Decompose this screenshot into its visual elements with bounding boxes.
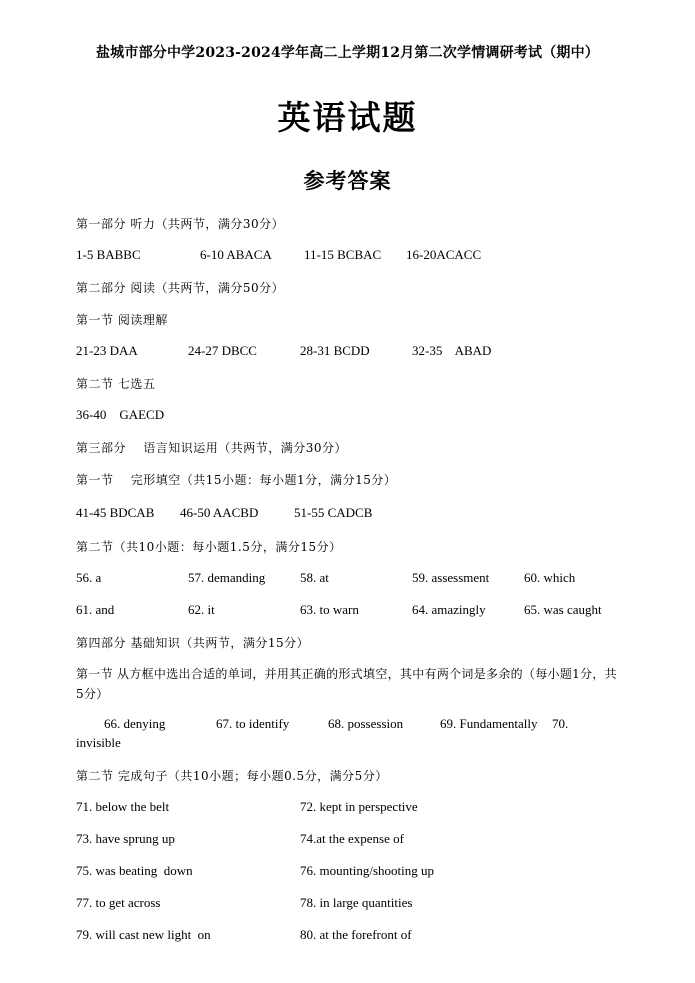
answer-item: 62. it [188,602,215,617]
answer-item: 61. and [76,602,115,617]
answer-group: 16-20ACACC [406,247,482,262]
part4-section2-heading: 第二节 完成句子（共10小题；每小题0.5分，满分5分） [76,769,388,783]
answer-group: 21-23 DAA [76,343,138,358]
answer-item: 80. at the forefront of [300,927,412,942]
page-subtitle: 参考答案 [303,168,392,193]
answer-item: 70. [552,716,569,731]
answer-item: 77. to get across [76,895,161,910]
answer-item: 65. was caught [524,602,602,617]
answer-item: 57. demanding [188,570,266,585]
answer-item: 75. was beating down [76,863,193,878]
part2-heading: 第二部分 阅读（共两节，满分50分） [76,281,285,295]
answer-item: 78. in large quantities [300,895,413,910]
answer-item-continued: invisible [76,735,121,750]
answer-group: 36-40 GAECD [76,407,165,422]
part2-section2-heading: 第二节 七选五 [76,377,156,391]
answer-item: 58. at [300,570,329,585]
answer-item: 64. amazingly [412,602,486,617]
answer-item: 68. possession [328,716,404,731]
answer-item: 59. assessment [412,570,490,585]
part4-heading: 第四部分 基础知识（共两节，满分15分） [76,636,310,650]
answer-group: 6-10 ABACA [200,247,272,262]
answer-item: 60. which [524,570,576,585]
exam-header: 盐城市部分中学2023-2024学年高二上学期12月第二次学情调研考试（期中） [95,45,600,61]
answer-item: 72. kept in perspective [300,799,418,814]
answer-item: 79. will cast new light on [76,927,211,942]
answer-group: 46-50 AACBD [180,505,259,520]
part3-heading: 第三部分 语言知识运用（共两节，满分30分） [76,441,348,455]
answer-item: 63. to warn [300,602,359,617]
answer-item: 67. to identify [216,716,290,731]
answer-item: 71. below the belt [76,799,170,814]
answer-group: 11-15 BCBAC [304,247,382,262]
answer-group: 1-5 BABBC [76,247,141,262]
answer-item: 66. denying [104,716,166,731]
part2-section1-heading: 第一节 阅读理解 [76,313,168,327]
part1-heading: 第一部分 听力（共两节，满分30分） [76,217,285,231]
part3-section1-heading: 第一节 完形填空（共15小题：每小题1分，满分15分） [76,473,397,487]
answer-group: 51-55 CADCB [294,505,373,520]
answer-item: 56. a [76,570,102,585]
answer-item: 73. have sprung up [76,831,175,846]
part4-section1-heading: 第一节 从方框中选出合适的单词，并用其正确的形式填空，其中有两个词是多余的（每小题1分，共5分） [76,667,617,701]
answer-item: 76. mounting/shooting up [300,863,434,878]
page-title: 英语试题 [277,98,418,137]
answer-group: 41-45 BDCAB [76,505,155,520]
answer-group: 32-35 ABAD [412,343,492,358]
answer-item: 69. Fundamentally [440,716,538,731]
answer-group: 28-31 BCDD [300,343,370,358]
answer-group: 24-27 DBCC [188,343,257,358]
part3-section2-heading: 第二节（共10小题：每小题1.5分，满分15分） [76,540,342,554]
answer-item: 74.at the expense of [300,831,404,846]
